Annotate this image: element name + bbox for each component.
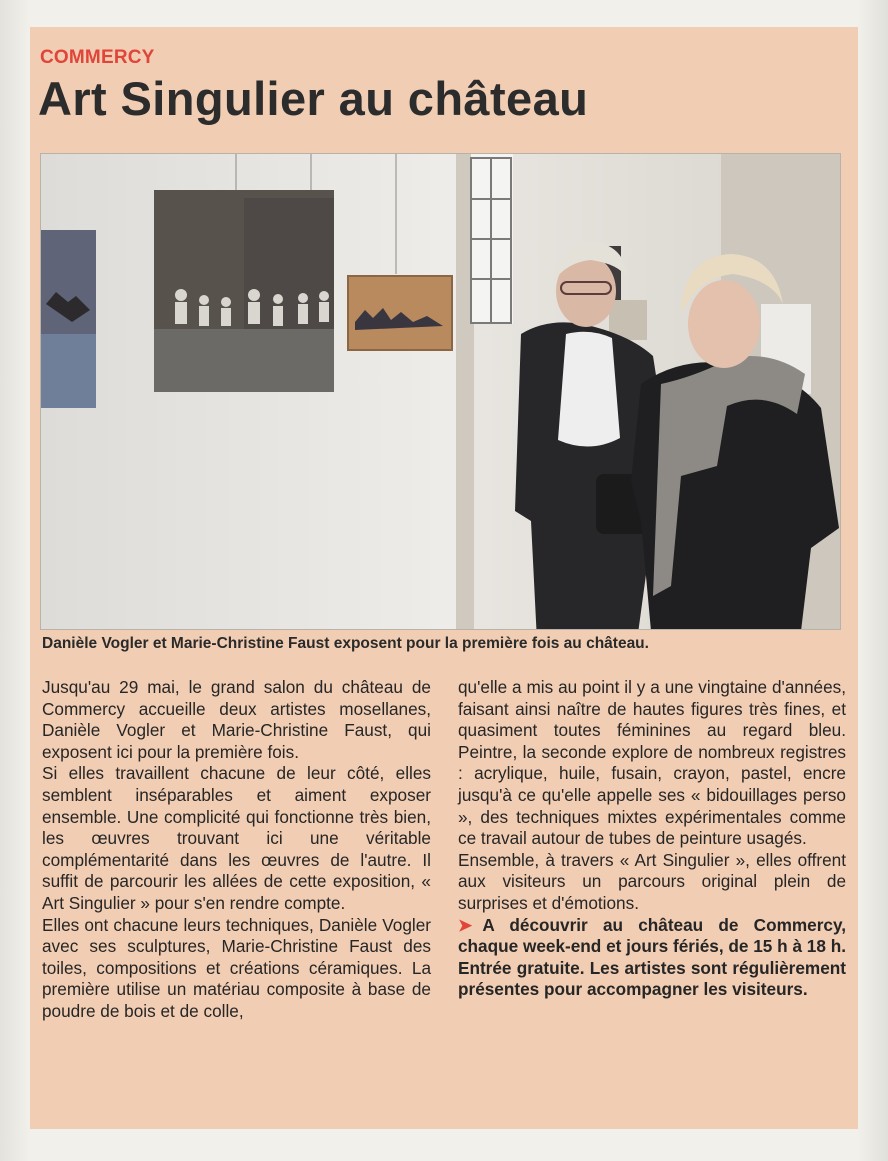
paragraph-4: qu'elle a mis au point il y a une vingtaine d'années, faisant ainsi naître de hautes figures très fines, et quasiment toutes féminines au regard bleu. Peintre, la seconde explore de nombreux registres : acrylique, huile, fusain, crayon, pastel, encre jusqu'à ce qu'elle appelle ses « bidouillages perso », des techniques mixtes expérimentales comme ce travail autour de tubes de peinture usagés. [458,677,846,849]
photo-artists-exhibition [41,154,841,630]
article-column-1 [42,677,431,1023]
article-panel [30,27,858,1129]
headline: Art Singulier au château [38,72,589,125]
arrow-icon: ➤ [458,914,473,935]
paragraph-1: Jusqu'au 29 mai, le grand salon du château de Commercy accueille deux artistes mosellanes, Danièle Vogler et Marie-Christine Faust, qui exposent ici pour la première fois. [42,677,431,762]
photo-caption: Danièle Vogler et Marie-Christine Faust exposent pour la première fois au château. [42,635,649,652]
paragraph-5: Ensemble, à travers « Art Singulier », elles offrent aux visiteurs un parcours original plein de surprises et d'émotions. [458,849,846,913]
paragraph-2: Si elles travaillent chacune de leur côté, elles semblent inséparables et aiment exposer ensemble. Une complicité qui fonctionne très bien, les œuvres trouvant ici une véritable complémentarité dans les œuvres de l'autre. Il suffit de parcourir les allées de cette exposition, « Art Singulier » pour s'en rendre compte. [42,763,431,913]
practical-info-text: A découvrir au château de Commercy, chaque week-end et jours fériés, de 15 h à 18 h. Entrée gratuite. Les artistes sont régulièrement présentes pour accompagner les visiteurs. [458,914,846,1000]
article-column-2 [458,677,846,1001]
practical-info [458,915,846,1001]
paragraph-3: Elles ont chacune leurs techniques, Danièle Vogler avec ses sculptures, Marie-Christine Faust des toiles, compositions et créations céramiques. La première utilise un matériau composite à base de poudre de bois et de colle, [42,914,431,1021]
article-photo [40,153,841,630]
kicker-location: COMMERCY [40,47,155,68]
